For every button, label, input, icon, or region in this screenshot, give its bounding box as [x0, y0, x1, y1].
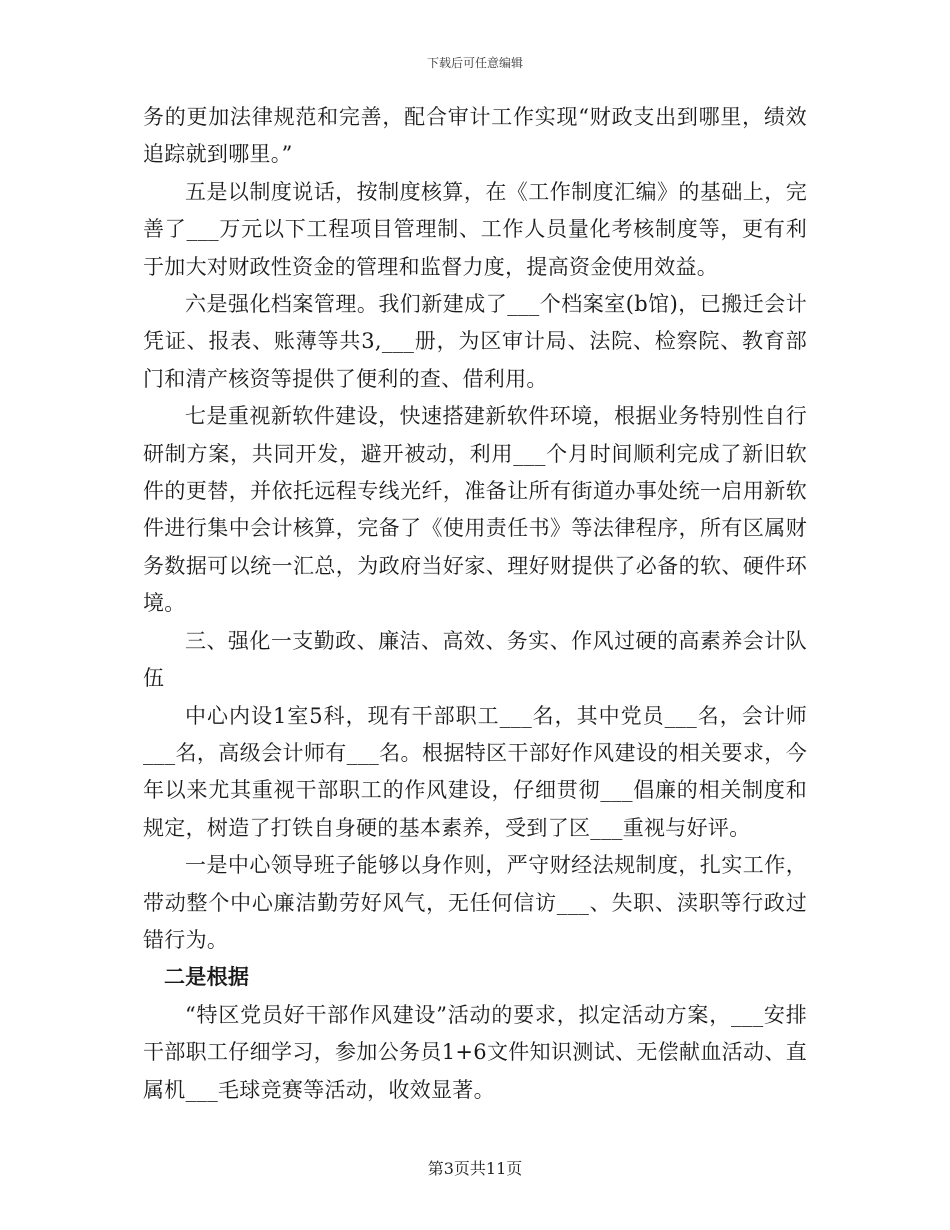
- subheading-item-two: 二是根据: [164, 965, 250, 990]
- paragraph-continuation: 务的更加法律规范和完善，配合审计工作实现“财政支出到哪里，绩效追踪就到哪里。”: [143, 105, 807, 167]
- section-heading-three: 三、强化一支勤政、廉洁、高效、务实、作风过硬的高素养会计队伍: [143, 628, 807, 691]
- paragraph-item-one: 一是中心领导班子能够以身作则，严守财经法规制度，扎实工作，带动整个中心廉洁勤劳好风气，无任何信访___、失职、渎职等行政过错行为。: [143, 853, 807, 952]
- paragraph-activity: “特区党员好干部作风建设”活动的要求，拟定活动方案，___安排干部职工仔细学习，参加公务员1+6文件知识测试、无偿献血活动、直属机___毛球竞赛等活动，收效显著。: [143, 1002, 807, 1102]
- paragraph-item-seven: 七是重视新软件建设，快速搭建新软件环境，根据业务特别性自行研制方案，共同开发，避开被动，利用___个月时间顺利完成了新旧软件的更替，并依托远程专线光纤，准备让所有街道办事处统一启用新软件进行集中会计核算，完备了《使用责任书》等法律程序，所有区属财务数据可以统一汇总，为政府当好家、理好财提供了必备的软、硬件环境。: [143, 404, 807, 616]
- document-body: [143, 99, 807, 1109]
- paragraph-item-six: 六是强化档案管理。我们新建成了___个档案室(b馆)，已搬迁会计凭证、报表、账薄等共3,___册，为区审计局、法院、检察院、教育部门和清产核资等提供了便利的查、借利用。: [143, 292, 807, 391]
- page-number-footer: 第3页共11页: [427, 1159, 523, 1178]
- page-header: 下载后可任意编辑: [426, 56, 523, 70]
- paragraph-center-staff: 中心内设1室5科，现有干部职工___名，其中党员___名，会计师___名，高级会计师有___名。根据特区干部好作风建设的相关要求，今年以来尤其重视干部职工的作风建设，仔细贯彻___倡廉的相关制度和规定，树造了打铁自身硬的基本素养，受到了区___重视与好评。: [143, 703, 807, 840]
- paragraph-item-five: 五是以制度说话，按制度核算，在《工作制度汇编》的基础上，完善了___万元以下工程项目管理制、工作人员量化考核制度等，更有利于加大对财政性资金的管理和监督力度，提高资金使用效益。: [143, 179, 807, 279]
